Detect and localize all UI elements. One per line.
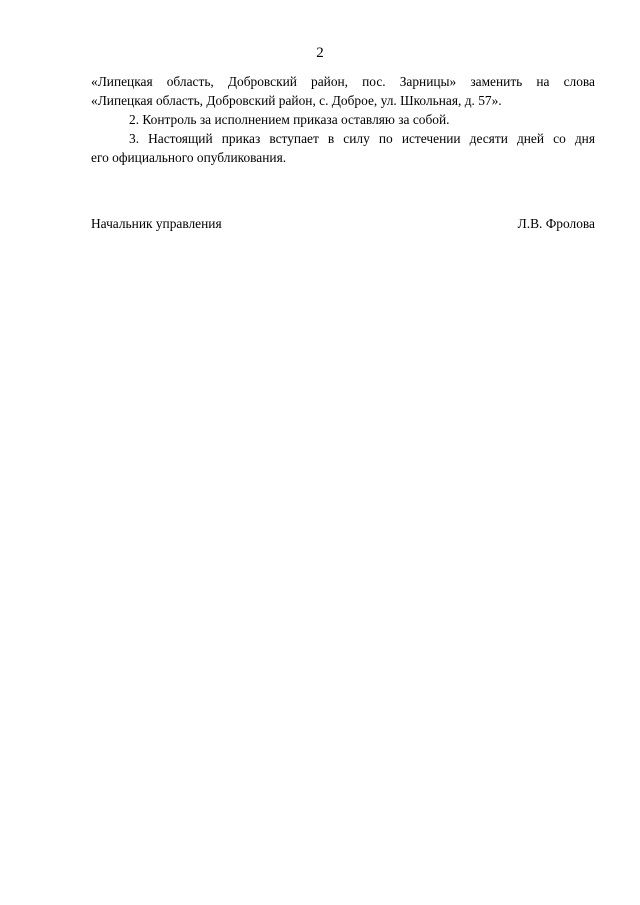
paragraph-1 — [91, 72, 595, 110]
paragraph-2 — [91, 110, 595, 129]
paragraph-3 — [91, 129, 595, 167]
paragraph-line: 3. Настоящий приказ вступает в силу по истечении десяти дней со дня — [129, 131, 595, 146]
paragraph-line: 2. Контроль за исполнением приказа оставляю за собой. — [129, 112, 450, 127]
document-body — [91, 72, 595, 167]
signatory-position: Начальник управления — [91, 216, 222, 231]
paragraph-line: «Липецкая область, Добровский район, с. Доброе, ул. Школьная, д. 57». — [91, 93, 502, 108]
signatory-name: Л.В. Фролова — [517, 216, 595, 231]
paragraph-line: «Липецкая область, Добровский район, пос. Зарницы» заменить на слова — [91, 74, 595, 89]
page-number: 2 — [316, 45, 324, 61]
paragraph-line: его официального опубликования. — [91, 150, 287, 165]
signature-block — [91, 214, 595, 234]
